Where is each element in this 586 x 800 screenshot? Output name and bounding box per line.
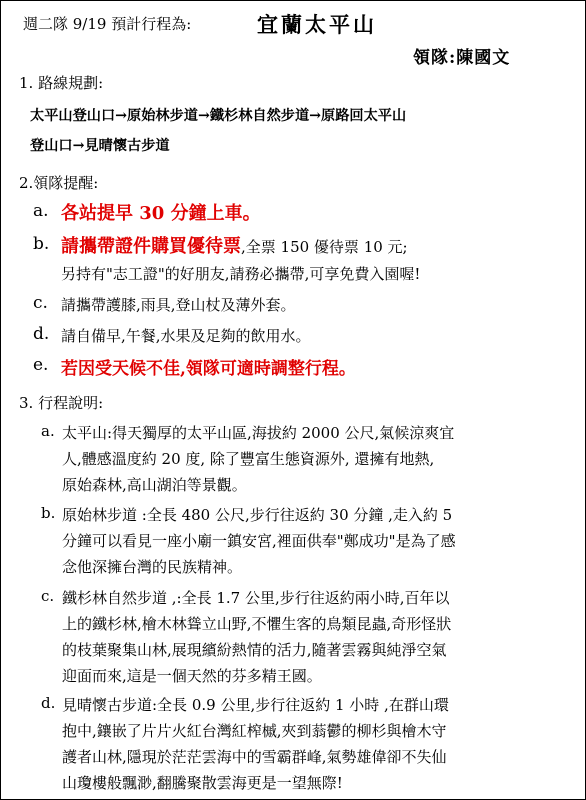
schedule-b-line2: 分鐘可以看見一座小廟一鎮安宮,裡面供奉"鄭成功"是為了感 bbox=[62, 532, 456, 550]
reminder-b-highlight: 請攜帶證件購買優待票 bbox=[61, 236, 241, 257]
reminder-b-line2: 另持有"志工證"的好朋友,請務必攜帶,可享免費入園喔! bbox=[61, 265, 421, 283]
schedule-b-marker: b. bbox=[41, 504, 56, 522]
section1-route-line1: 太平山登山口→原始林步道→鐵杉林自然步道→原路回太平山 bbox=[30, 108, 407, 124]
schedule-a-line2: 人,體感溫度約 20 度, 除了豐富生態資源外, 還擁有地熱, bbox=[62, 450, 435, 468]
schedule-c-line3: 的枝葉聚集山林,展現繽紛熱情的活力,隨著雲霧與純淨空氣 bbox=[62, 641, 447, 659]
schedule-a-line1: 太平山:得天獨厚的太平山區,海拔約 2000 公尺,氣候涼爽宜 bbox=[62, 424, 455, 442]
schedule-d-line2: 抱中,鑲嵌了片片火紅台灣紅榨槭,夾到蓊鬱的柳杉與檜木守 bbox=[62, 722, 447, 740]
reminder-c-text: 請攜帶護膝,雨具,登山杖及薄外套。 bbox=[61, 296, 296, 314]
header-leader: 領隊:陳國文 bbox=[413, 48, 511, 68]
schedule-d-line3: 護者山林,隱現於茫茫雲海中的雪霸群峰,氣勢雄偉卻不失仙 bbox=[62, 748, 447, 766]
schedule-d-line1: 見晴懷古步道:全長 0.9 公里,步行往返約 1 小時 ,在群山環 bbox=[62, 696, 449, 714]
reminder-e-marker: e. bbox=[33, 355, 49, 375]
reminder-a-text: 各站提早 30 分鐘上車。 bbox=[61, 203, 261, 224]
reminder-c-marker: c. bbox=[33, 293, 48, 313]
reminder-d-text: 請自備早,午餐,水果及足夠的飲用水。 bbox=[61, 327, 311, 345]
schedule-c-line1: 鐵杉林自然步道 ,:全長 1.7 公里,步行往返約兩小時,百年以 bbox=[62, 589, 450, 607]
section1-route-line2: 登山口→見晴懷古步道 bbox=[30, 138, 170, 154]
schedule-c-line2: 上的鐵杉林,檜木林聳立山野,不懼生客的鳥類昆蟲,奇形怪狀 bbox=[62, 615, 452, 633]
reminder-d-marker: d. bbox=[33, 324, 50, 344]
header-prefix: 週二隊 9/19 預計行程為: bbox=[23, 15, 192, 33]
reminder-e-text: 若因受天候不佳,領隊可適時調整行程。 bbox=[61, 359, 356, 379]
section2-title: 2.領隊提醒: bbox=[19, 174, 99, 192]
reminder-b-marker: b. bbox=[33, 234, 50, 254]
schedule-d-marker: d. bbox=[41, 694, 56, 712]
schedule-b-line1: 原始林步道 :全長 480 公尺,步行往返約 30 分鐘 ,走入約 5 bbox=[62, 506, 453, 524]
reminder-b-line1 bbox=[61, 232, 408, 258]
reminder-b-rest: ,全票 150 優待票 10 元; bbox=[241, 238, 408, 256]
section1-title: 1. 路線規劃: bbox=[19, 74, 104, 92]
schedule-c-line4: 迎面而來,這是一個天然的芬多精王國。 bbox=[62, 667, 322, 685]
schedule-c-marker: c. bbox=[41, 587, 55, 605]
schedule-a-marker: a. bbox=[41, 422, 55, 440]
schedule-b-line3: 念他深擁台灣的民族精神。 bbox=[62, 558, 243, 576]
header-destination: 宜蘭太平山 bbox=[257, 12, 377, 37]
section3-title: 3. 行程說明: bbox=[19, 394, 104, 412]
schedule-d-line4: 山瓊樓般飄渺,翻騰聚散雲海更是一望無際! bbox=[62, 774, 343, 792]
schedule-a-line3: 原始森林,高山湖泊等景觀。 bbox=[62, 476, 247, 494]
reminder-a-marker: a. bbox=[33, 201, 49, 221]
